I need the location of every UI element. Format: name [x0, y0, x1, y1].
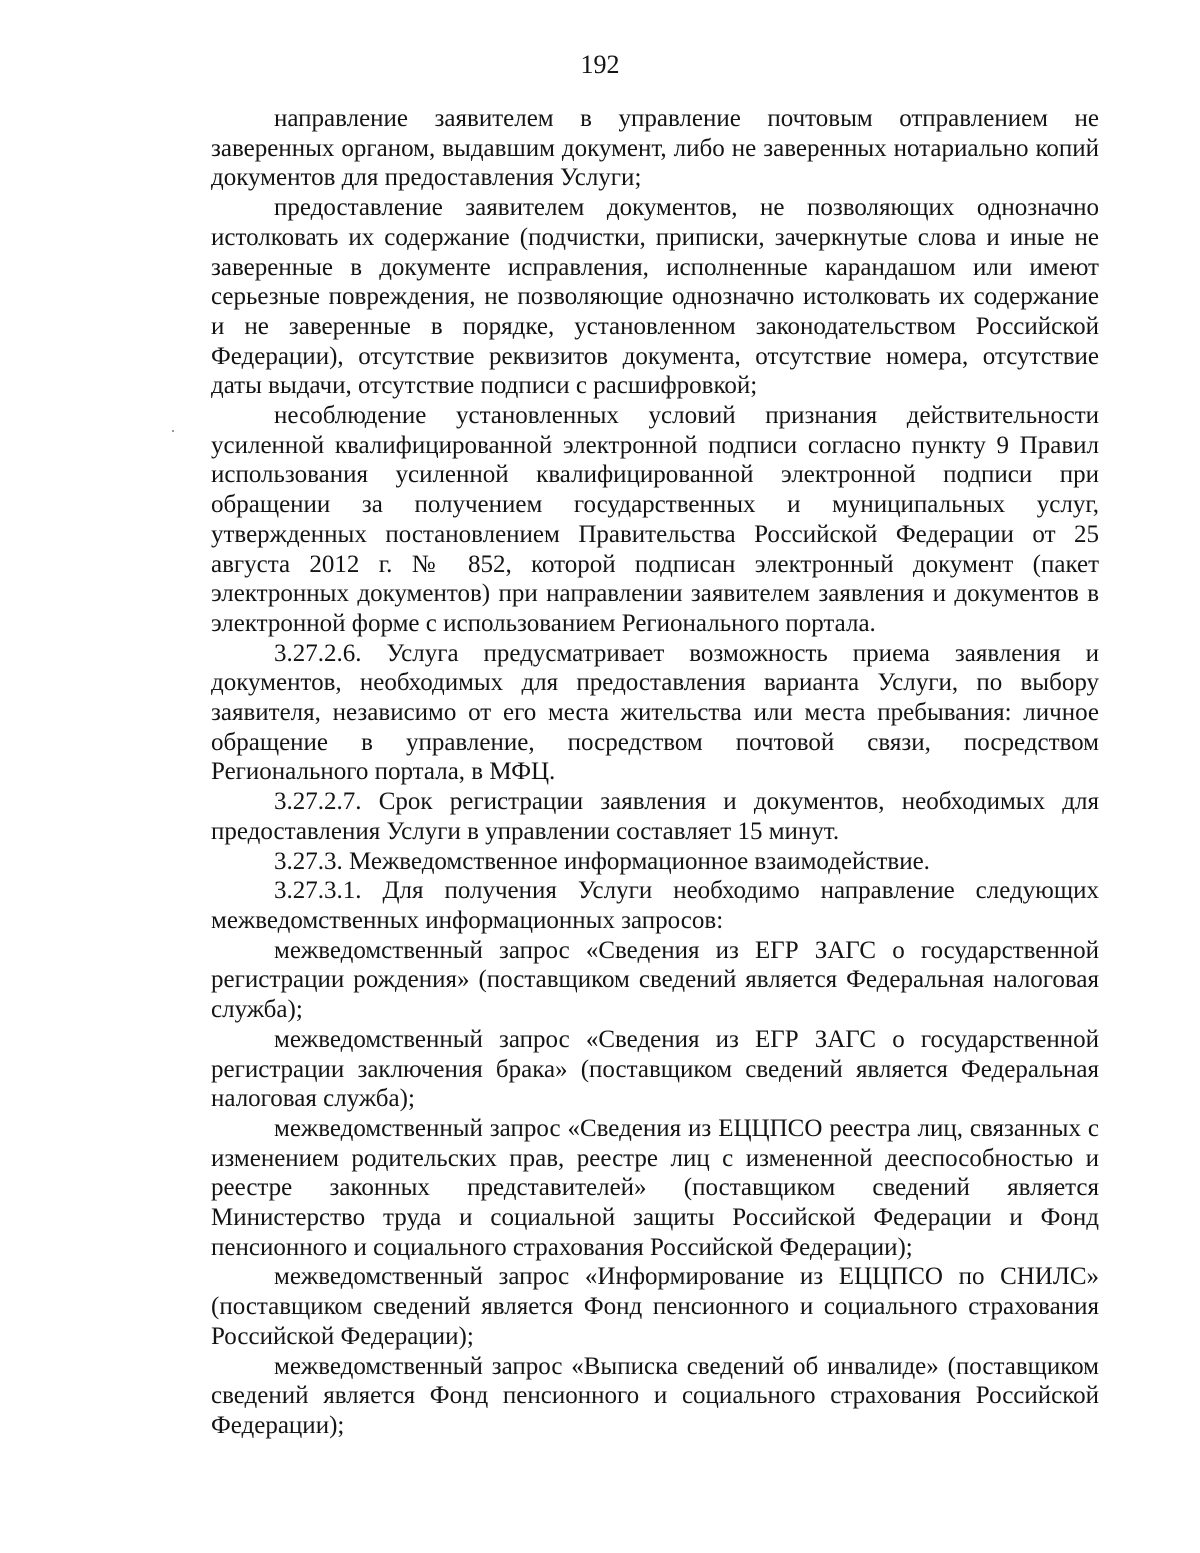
paragraph-mail-uncertified-copies: направление заявителем в управление почтовым отправлением не заверенных органом, выдавшим документ, либо не заверенных нотариально копий документов для предоставления Услуги; — [211, 105, 1099, 192]
paragraph-request-marriage: межведомственный запрос «Сведения из ЕГР ЗАГС о государственной регистрации заключения брака» (поставщиком сведений является Федеральная налоговая служба); — [211, 1025, 1099, 1113]
paragraph-3-27-3-1: 3.27.3.1. Для получения Услуги необходимо направление следующих межведомственных информационных запросов: — [211, 877, 1099, 934]
paragraph-request-snils: межведомственный запрос «Информирование из ЕЦЦПСО по СНИЛС» (поставщиком сведений является Фонд пенсионного и социального страхования Российской Федерации); — [211, 1263, 1099, 1350]
page-number: 192 — [580, 50, 620, 79]
paragraph-request-parental-rights: межведомственный запрос «Сведения из ЕЦЦПСО реестра лиц, связанных с изменением родительских прав, реестре лиц с измененной дееспособностью и реестре законных представителей» (поставщиком сведений является Министерство труда и социальной защиты Российской Федерации и Фонд пенсионного и социального страхования Российской Федерации); — [211, 1114, 1099, 1261]
paragraph-electronic-signature: несоблюдение установленных условий признания действительности усиленной квалифицированной электронной подписи согласно пункту 9 Правил использования усиленной квалифицированной электронной подписи при обращении за получением государственных и муниципальных услуг, утвержденных постановлением Правительства Российской Федерации от 25 августа 2012 г. № 852, которой подписан электронный документ (пакет электронных документов) при направлении заявителем заявления и документов в электронной форме с использованием Регионального портала. — [211, 402, 1099, 637]
paragraph-3-27-2-7: 3.27.2.7. Срок регистрации заявления и документов, необходимых для предоставления Услуги в управлении составляет 15 минут. — [211, 788, 1099, 845]
paragraph-3-27-2-6: 3.27.2.6. Услуга предусматривает возможность приема заявления и документов, необходимых для предоставления варианта Услуги, по выбору заявителя, независимо от его места жительства или места пребывания: личное обращение в управление, посредством почтовой связи, посредством Регионального портала, в МФЦ. — [211, 639, 1099, 786]
document-body — [211, 104, 1099, 1441]
paragraph-illegible-documents: предоставление заявителем документов, не позволяющих однозначно истолковать их содержание (подчистки, приписки, зачеркнутые слова и иные не заверенные в документе исправления, исполненные карандашом или имеют серьезные повреждения, не позволяющие однозначно истолковать их содержание и не заверенные в порядке, установленном законодательством Российской Федерации), отсутствие реквизитов документа, отсутствие номера, отсутствие даты выдачи, отсутствие подписи с расшифровкой; — [211, 194, 1099, 400]
scan-speck — [172, 430, 174, 432]
paragraph-request-birth: межведомственный запрос «Сведения из ЕГР ЗАГС о государственной регистрации рождения» (поставщиком сведений является Федеральная налоговая служба); — [211, 936, 1099, 1024]
paragraph-request-disability: межведомственный запрос «Выписка сведений об инвалиде» (поставщиком сведений является Фонд пенсионного и социального страхования Российской Федерации); — [211, 1352, 1099, 1439]
paragraph-3-27-3: 3.27.3. Межведомственное информационное взаимодействие. — [274, 847, 930, 875]
